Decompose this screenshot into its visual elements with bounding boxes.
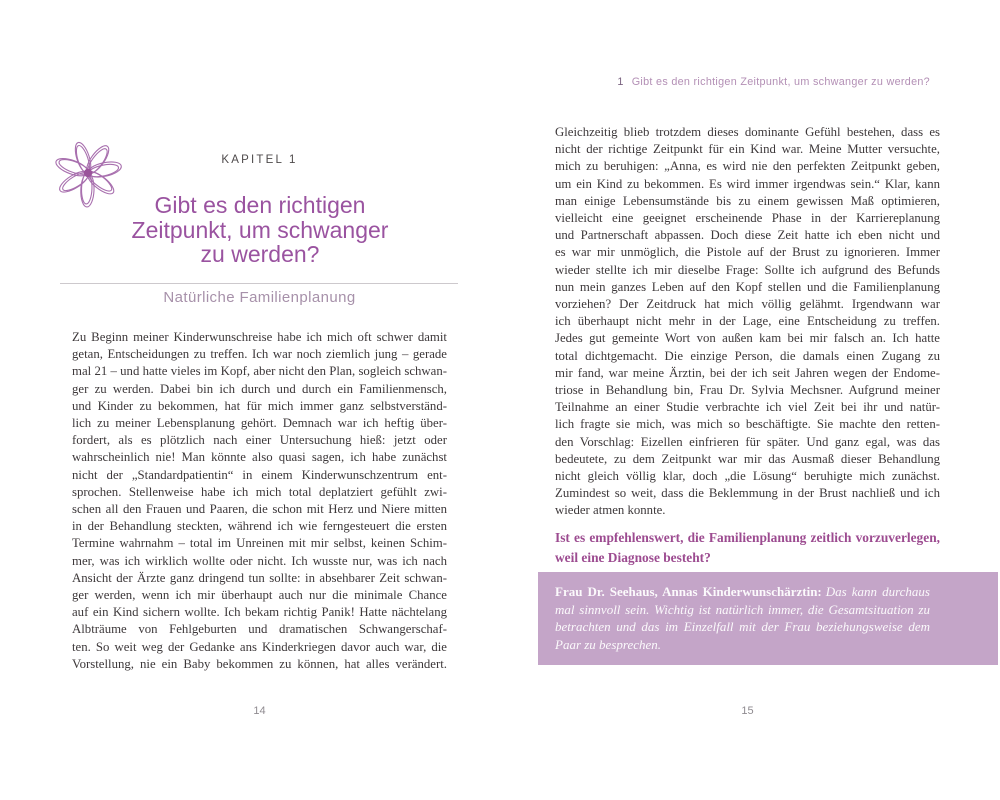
- chapter-subtitle: Natürliche Familienplanung: [163, 289, 356, 306]
- text-line: betrachten und das im Einzelfall mit der Frau beziehungsweise dem: [555, 619, 930, 635]
- text-line: den Vorschlag: Eizellen einfrieren für später. Und ganz egal, was das: [555, 434, 940, 449]
- chapter-label: KAPITEL 1: [221, 154, 298, 166]
- running-header-title: Gibt es den richtigen Zeitpunkt, um schwanger zu werden?: [631, 76, 930, 88]
- text-line: Zu Beginn meiner Kinderwunschreise habe ich mich oft schwer damit: [72, 330, 447, 344]
- text-line: [555, 583, 930, 601]
- text-line: mer, was ich wirklich wollte oder nicht. Ich wusste nur, was ich nach: [72, 553, 447, 568]
- text-line: wieder atmen konnte.: [555, 503, 666, 518]
- divider-line: [60, 283, 458, 284]
- text-line: ich überhaupt nicht mehr in der Lage, eine Entscheidung zu treffen.: [555, 314, 940, 329]
- text-line: wahrscheinlich nie! Man könnte also quasi sagen, ich habe zunächst: [72, 450, 447, 465]
- text-line: Jedes gut gemeinte Wort von außen kam bei mir falsch an. Ich hatte: [555, 331, 940, 346]
- running-header: [555, 76, 930, 88]
- text-line: nicht der „Standardpatientin“ in einem Kinderwunschzentrum ent-: [72, 467, 447, 482]
- text-line: sprochen. Stellenweise habe ich mich total deplatziert gefühlt zwi-: [72, 484, 447, 499]
- expert-answer-box: [538, 572, 998, 665]
- text-line: schen all den Frauen und Paaren, die schon mit Herz und Niere mitten: [72, 502, 447, 517]
- left-body-text: [72, 329, 447, 673]
- page-number-left: 14: [253, 705, 266, 717]
- chapter-title: [40, 193, 480, 267]
- text-line: Zeitpunkt, um schwanger: [131, 216, 389, 243]
- text-line: ger zu werden. Dabei bin ich durch und durch ein Familienmensch,: [72, 381, 447, 396]
- text-line: nicht gleich völlig klar, doch „die Lösung“ beruhigte mich zunächst.: [555, 469, 940, 484]
- text-line: man einige Lebensumstände bis zu einem gewissen Maß optimieren,: [555, 193, 940, 208]
- text-line: getan, Entscheidungen zu treffen. Ich war noch ziemlich jung – gerade: [72, 347, 447, 362]
- text-line: nicht der richtige Zeitpunkt für ein Kind war. Meine Mutter versuchte,: [555, 142, 940, 157]
- text-line: Albträume von Fehlgeburten und dramatischen Schwangerschaf-: [72, 622, 447, 637]
- text-line: Ist es empfehlenswert, die Familienplanung zeitlich vorzuverlegen,: [555, 530, 940, 545]
- text-line: mich zu beruhigen: „Anna, es wird nie den perfekten Zeitpunkt geben,: [555, 159, 940, 174]
- text-line: es war mir unmöglich, die Pistole auf der Brust zu ignorieren. Immer: [555, 245, 940, 260]
- text-line: total dichtgemacht. Die einzige Person, die damals einen Zugang zu: [555, 348, 940, 363]
- text-line: vielleicht eine geeignet erscheinende Phase in der Karriereplanung: [555, 211, 940, 226]
- text-line: Termine wahrnahm – total im Unreinen mit mir selbst, keinen Schim-: [72, 536, 447, 551]
- text-line: und Kinder zu bekommen, hat für mich immer ganz selbstverständ-: [72, 398, 447, 413]
- text-line: Teilnahme an einer Studie verbrachte ich viel Zeit bei ihr und natür-: [555, 400, 940, 415]
- expert-name: Frau Dr. Seehaus, Annas Kinderwunschärztin:: [555, 584, 822, 599]
- text-line: lich fragte sie mich, was mich so beschäftigte. Sie machte den retten-: [555, 417, 940, 432]
- text-line: nun mein ganzes Leben auf den Kopf stellen und die Familienplanung: [555, 279, 940, 294]
- text-line: um ein Kind zu bekommen. Es wird immer irgendwas sein.“ Klar, kann: [555, 176, 940, 191]
- question-heading: [555, 528, 940, 567]
- text-line: Gibt es den richtigen: [154, 192, 366, 218]
- text-line: Ansicht der Ärzte ganz dringend tun sollte: in absehbarer Zeit schwan-: [72, 570, 447, 585]
- text-line: bedeutete, zu dem Zeitpunkt war mir das Ausmaß dieser Behandlung: [555, 451, 940, 466]
- text-line: ten. So weit weg der Gedanke ans Kinderkriegen davor auch war, die: [72, 639, 447, 654]
- text-line: Gleichzeitig blieb trotzdem dieses dominante Gefühl bestehen, dass es: [555, 125, 940, 139]
- text-line: Zumindest so weit, dass die Beklemmung in der Brust nachließ und ich: [555, 486, 940, 501]
- text-line: wieder stellte ich mir dieselbe Frage: Sollte ich aufgrund des Befunds: [555, 262, 940, 277]
- text-line: mal 21 – und hatte vieles im Kopf, aber nicht den Plan, sogleich schwan-: [72, 364, 447, 379]
- text-line: weil eine Diagnose besteht?: [555, 549, 711, 565]
- expert-answer-rest: [555, 601, 930, 654]
- text-line: ger werden, wenn ich mir überhaupt auch nur die minimale Chance: [72, 588, 447, 603]
- text-line: mir fand, war meine Ärztin, bei der ich seit Jahren wegen der Endome-: [555, 365, 940, 380]
- text-line: zu werden?: [200, 241, 320, 268]
- expert-answer-start: Das kann durchaus: [825, 584, 930, 599]
- text-line: fordert, als es plötzlich nach einer Untersuchung hieß: jetzt oder: [72, 433, 447, 448]
- text-line: Paar zu besprechen.: [555, 636, 662, 652]
- right-body-text: [555, 124, 940, 520]
- text-line: in der Behandlung steckten, während ich wie ferngesteuert die ersten: [72, 519, 447, 534]
- text-line: auf ein Kind sichern wollte. Ich bekam richtig Panik! Hatte nächtelang: [72, 605, 447, 620]
- text-line: triose in Behandlung bin, Frau Dr. Sylvia Mechsner. Aufgrund meiner: [555, 383, 940, 398]
- text-line: mal sinnvoll sein. Wichtig ist natürlich immer, die Gesamtsituation zu: [555, 601, 930, 617]
- page-number-right: 15: [741, 705, 754, 717]
- running-header-chapter-number: 1: [617, 76, 624, 88]
- text-line: lich zu meiner Lebensplanung gehört. Demnach war ich heftig über-: [72, 416, 447, 431]
- text-line: und Partnerschaft abpassen. Doch diese Zeit hatte ich eben nicht und: [555, 228, 940, 243]
- text-line: vorziehen? Der Zeitdruck hat mich völlig gelähmt. Irgendwann war: [555, 297, 940, 312]
- text-line: Vorstellung, nie ein Baby bekommen zu können, hat alles verändert.: [72, 656, 447, 671]
